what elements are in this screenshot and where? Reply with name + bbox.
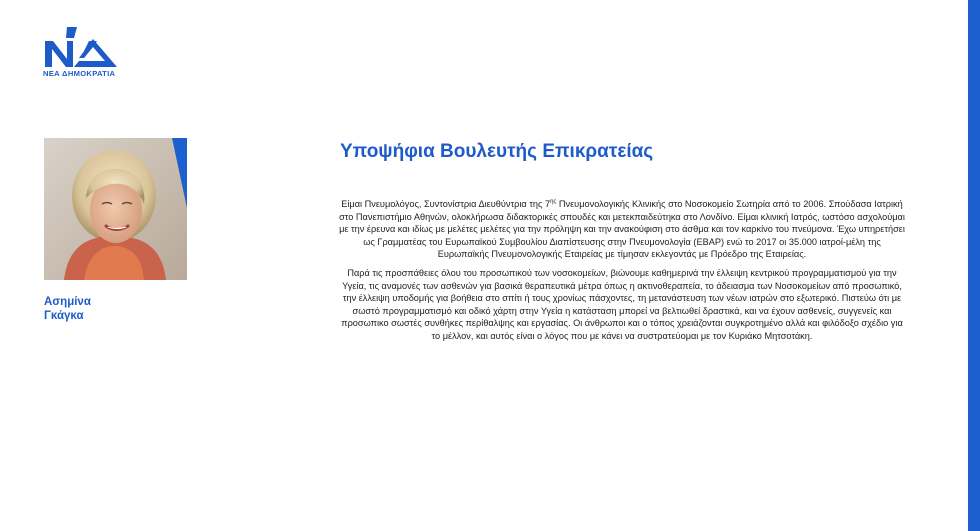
page-title: Υποψήφια Βουλευτής Επικρατείας [340,141,654,162]
candidate-portrait-icon [44,138,187,280]
bio-paragraph-1 [338,198,906,261]
bio-p1-start: Είμαι Πνευμολόγος, Συντονίστρια Διευθύντρια της 7 [341,199,551,209]
nd-logo-mark-icon [43,27,123,69]
candidate-name [44,295,91,323]
bio-p1-rest: Πνευμονολογικής Κλινικής στο Νοσοκομείο Σωτηρία από το 2006. Σπούδασα Ιατρική στο Πανεπιστήμιο Αθηνών, ολοκλήρωσα διδακτορικές σπουδές και μετεκπαιδεύτηκα στο Λονδίνο. Είμαι κλινική Ιατρός, ωστόσο ασχολούμαι με την έρευνα και ιδίως με μελέτες μελέτες για την πρόληψη και την ανακούφιση στο άσθμα και τον καρκίνο του πνεύμονα. Έχω υπηρετήσει ως Γραμματέας του Ευρωπαϊκού Συμβουλίου Διαπίστευσης στην Πνευμονολογία (ΕΒΑΡ) ενώ το 2017 οι 35.000 ιατροί-μέλη της Ευρωπαϊκής Πνευμονολογικής Εταιρείας με τίμησαν εκλεγοντάς με Πρόεδρο της Εταιρείας. [339,199,905,260]
right-accent-bar [968,0,980,531]
candidate-photo [44,138,187,280]
logo-caption: ΝΕΑ ΔΗΜΟΚΡΑΤΙΑ [43,69,116,78]
candidate-last-name: Γκάγκα [44,310,84,322]
bio-paragraph-2: Παρά τις προσπάθειες όλου του προσωπικού των νοσοκομείων, βιώνουμε καθημερινά την έλλειψη κεντρικού προγραμματισμού για την Υγεία, τις αναμονές των ασθενών για βασικά θεραπευτικά μέτρα όπως η ακτινοθεραπεία, το άδειασμα των Νοσοκομείων από προσωπικό, την έλλειψη υποδομής για βοήθεια στο σπίτι ή τους χρονίως πάσχοντες, τη μετανάστευση των νέων ιατρών στο εξωτερικό. Πιστεύω ότι με σωστό προγραμματισμό και οδικό χάρτη στην Υγεία η κατάσταση μπορεί να βελτιωθεί δραστικά, και να έχουν ασθενείς, συγγενείς και προσωπικο σωστές συνθήκες περίθαλψης και εργασίας. Οι άνθρωποι και ο τόπος χρειάζονται συγκροτημένο αλλά και φιλόδοξο σχέδιο για το μέλλον, και αυτός είναι ο λόγος που με κάνει να συστρατεύομαι με τον Κυριάκο Μητσοτάκη. [341,267,903,341]
candidate-bio [338,198,906,349]
party-logo[interactable] [43,27,123,81]
bio-p1-superscript: ης [550,198,557,205]
candidate-first-name: Ασημίνα [44,296,91,308]
